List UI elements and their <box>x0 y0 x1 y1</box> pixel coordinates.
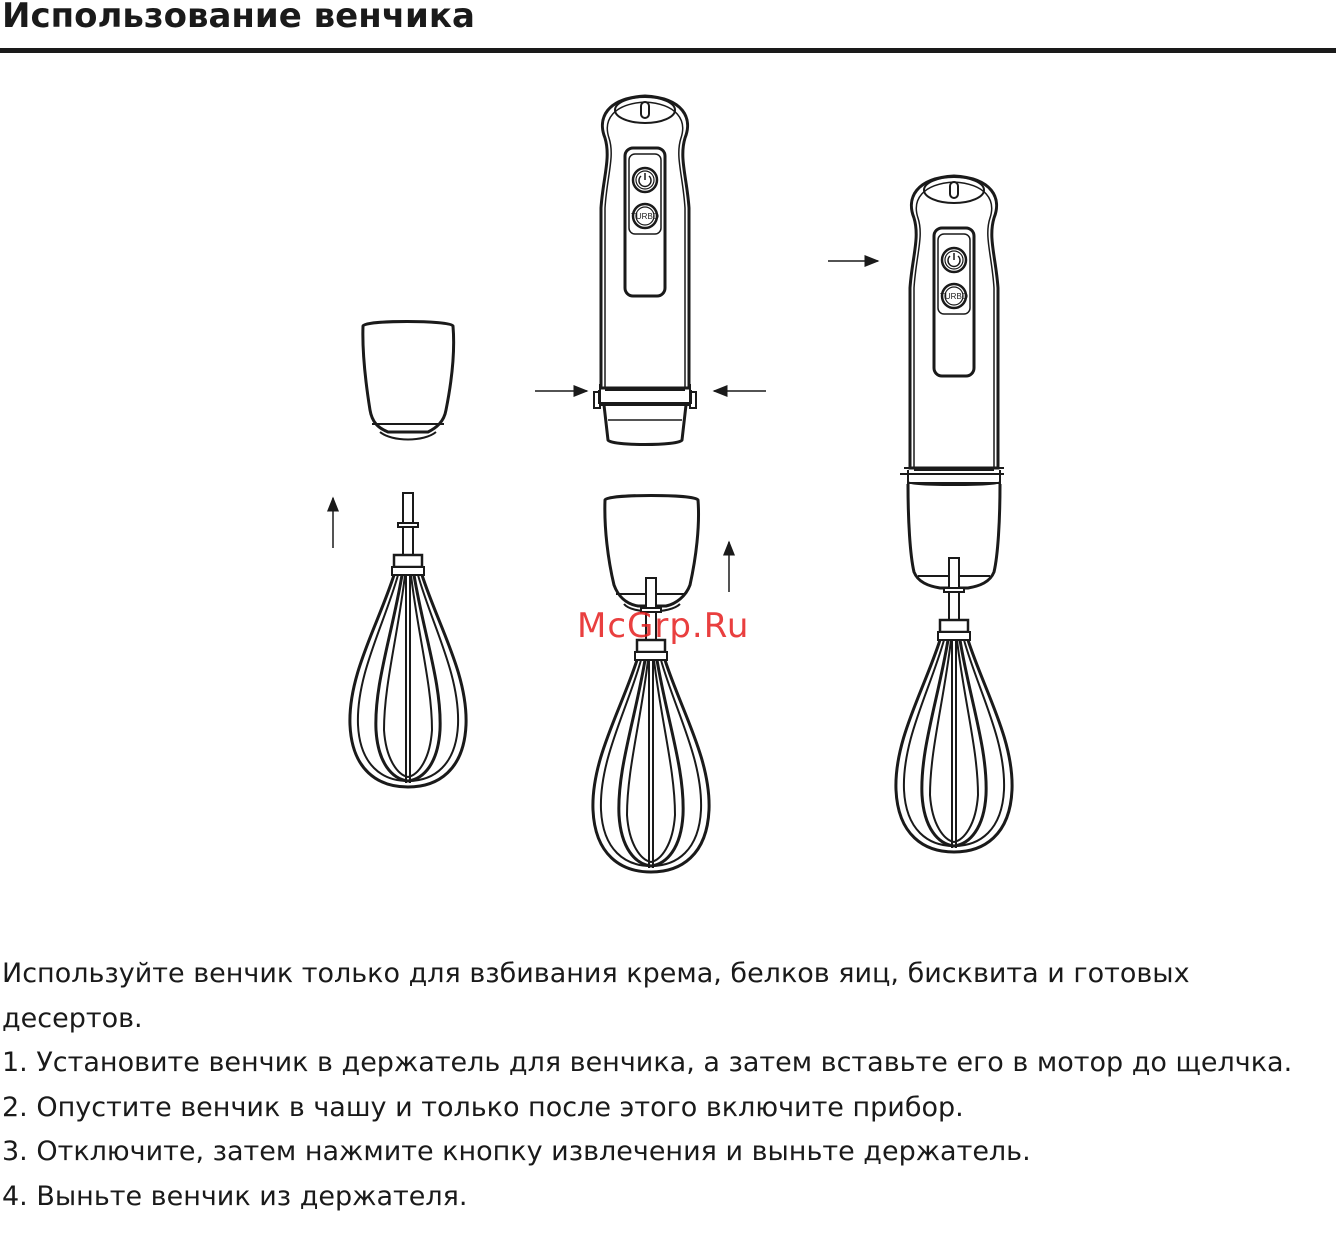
motor-coupling-middle <box>594 384 696 445</box>
turbo-button-label: TURBO <box>940 292 968 301</box>
handle-middle <box>599 96 691 403</box>
step-1: 1. Установите венчик в держатель для венчика, а затем вставьте его в мотор до щелчка. <box>2 1047 1293 1078</box>
instructions <box>2 952 1332 1219</box>
whisk-right <box>896 558 1012 852</box>
step-4: 4. Выньте венчик из держателя. <box>2 1180 468 1212</box>
handle-assembled <box>908 176 1000 483</box>
title-underline <box>0 48 1336 53</box>
whisk-assembly-illustration <box>0 60 1338 940</box>
turbo-button-label: TURBO <box>631 212 659 221</box>
step-3: 3. Отключите, затем нажмите кнопку извлечения и выньте держатель. <box>2 1136 1031 1167</box>
step-2: 2. Опустите венчик в чашу и только после этого включите прибор. <box>2 1091 964 1123</box>
intro-paragraph: Используйте венчик только для взбивания крема, белков яиц, бисквита и готовых десертов. <box>2 958 1190 1034</box>
whisk-holder-detached <box>363 322 454 440</box>
page-title: Использование венчика <box>2 0 475 36</box>
watermark: McGrp.Ru <box>577 606 750 646</box>
whisk-left <box>350 493 466 787</box>
